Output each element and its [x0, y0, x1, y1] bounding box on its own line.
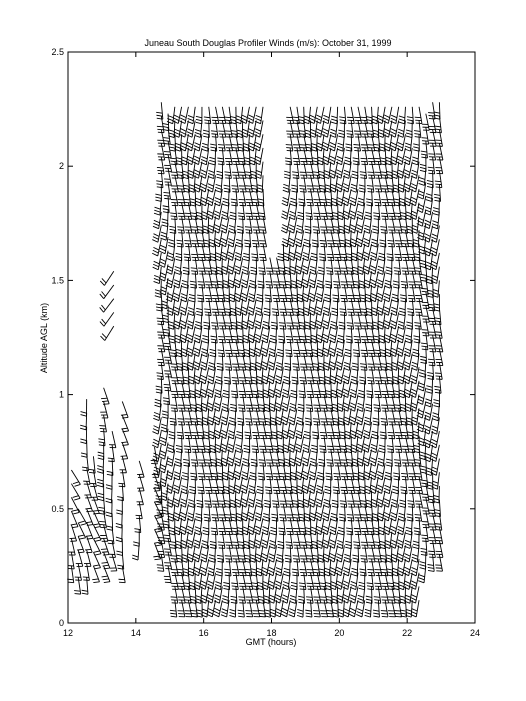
- wind-barb: [81, 399, 87, 416]
- wind-barb: [415, 107, 422, 124]
- y-tick-label: 1.5: [51, 275, 64, 286]
- x-tick-label: 22: [402, 628, 413, 638]
- y-axis-title: Altitude AGL (km): [39, 302, 49, 374]
- x-axis-title: GMT (hours): [245, 637, 297, 647]
- wind-barb: [100, 285, 114, 299]
- wind-barb: [339, 107, 346, 124]
- x-tick-label: 20: [334, 628, 345, 638]
- y-tick-label: 0: [58, 618, 64, 628]
- x-tick-label: 18: [266, 628, 277, 638]
- wind-barb: [71, 470, 80, 486]
- wind-barb: [347, 107, 354, 124]
- wind-barb: [331, 107, 338, 124]
- wind-barb: [151, 447, 158, 464]
- x-tick-label: 12: [62, 628, 74, 638]
- wind-barb: [100, 299, 114, 313]
- wind-barb: [196, 107, 202, 124]
- wind-barb: [156, 102, 163, 119]
- wind-barb: [101, 388, 109, 405]
- wind-barb: [78, 509, 86, 525]
- x-tick-label: 14: [130, 628, 141, 638]
- y-tick-label: 2.5: [51, 47, 64, 57]
- wind-barb: [101, 326, 114, 340]
- wind-barb: [137, 461, 144, 478]
- wind-barb: [89, 456, 95, 473]
- x-axis: [63, 52, 480, 638]
- wind-barb: [399, 107, 406, 124]
- wind-barb: [100, 312, 114, 326]
- y-tick-label: 1: [58, 389, 64, 400]
- x-tick-label: 24: [469, 628, 481, 638]
- x-tick-label: 16: [198, 628, 209, 638]
- y-tick-label: 2: [58, 161, 64, 172]
- plot-area-frame: [68, 52, 475, 623]
- wind-barb: [428, 102, 435, 119]
- wind-barb: [204, 107, 211, 124]
- chart-title: Juneau South Douglas Profiler Winds (m/s): October 31, 1999: [144, 38, 392, 48]
- wind-barbs-layer: [67, 102, 443, 617]
- y-tick-label: 0.5: [51, 503, 64, 514]
- wind-barb: [121, 401, 128, 418]
- wind-barb: [100, 271, 114, 285]
